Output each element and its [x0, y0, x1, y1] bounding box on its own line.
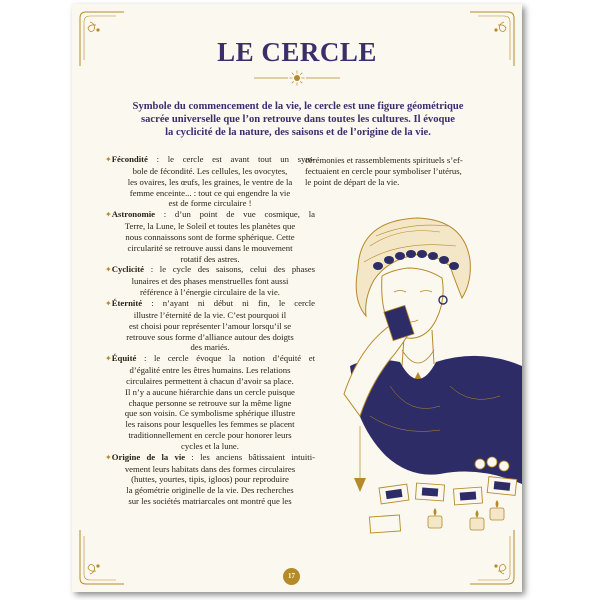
woman-with-tarot-cards-illustration	[330, 216, 522, 546]
star-bullet-icon: ✦	[105, 155, 112, 164]
line-text: chaque personne se retrouve sur la même ligne	[128, 397, 292, 408]
star-bullet-icon: ✦	[105, 298, 112, 308]
text-line	[105, 419, 315, 430]
sun-divider-icon	[252, 70, 342, 86]
star-bullet-icon: ✦	[105, 210, 112, 220]
text-line	[105, 430, 315, 441]
text-line: le point de départ de la vie.	[305, 176, 400, 187]
corner-ornament-icon	[76, 528, 126, 588]
text-line	[105, 464, 315, 475]
star-bullet-icon: ✦	[105, 452, 112, 462]
text-line	[105, 264, 315, 276]
line-text: sur les sociétés matriarcales ont montré que les	[128, 496, 292, 507]
page-number: 17	[283, 568, 300, 585]
text-line	[105, 298, 315, 310]
text-line: cérémonies et rassemblements spirituels s’ef-	[305, 155, 463, 165]
text-line	[105, 321, 315, 332]
text-line	[105, 243, 315, 254]
text-line	[105, 408, 315, 419]
text-line	[105, 177, 315, 188]
text-line	[105, 332, 315, 343]
intro-line: Symbole du commencement de la vie, le cercle est une figure géométrique	[132, 101, 464, 112]
line-text: vement leurs habitats dans des formes circulaires	[124, 463, 296, 474]
text-line	[105, 232, 315, 243]
line-text: femme enceinte... : tout ce qui engendre la vie	[129, 187, 291, 198]
text-line	[105, 154, 315, 166]
line-text: les ovaires, les œufs, les graines, le ventre de la	[127, 176, 293, 187]
bullet-keyword: Éternité	[111, 297, 143, 308]
line-text: nous connaissons sont de forme sphérique. Cette	[125, 231, 295, 242]
bullet-keyword: Cyclicité	[111, 264, 145, 275]
line-text: : d’un point de vue cosmique, la	[154, 209, 315, 220]
text-line	[105, 342, 315, 353]
line-text: des mariés.	[190, 342, 230, 353]
text-line	[105, 209, 315, 221]
line-text: lunaires et des phases menstruelles font aussi	[131, 276, 289, 287]
line-text: Terre, la Lune, le Soleil et toutes les planètes que	[124, 221, 296, 232]
text-line	[105, 221, 315, 232]
intro-line: la cyclicité de la nature, des saisons et de l’origine de la vie.	[165, 127, 431, 139]
line-text: circulaires permettent à chacun d’avoir sa place.	[126, 375, 294, 386]
text-line	[105, 198, 315, 209]
left-column-text	[105, 154, 315, 507]
text-line	[105, 452, 315, 464]
line-text: : les anciens bâtissaient intuiti-	[185, 451, 315, 462]
line-text: référence à l’énergie circulaire de la vie.	[140, 287, 280, 298]
bullet-keyword: Équité	[111, 353, 137, 364]
book-page	[72, 4, 522, 592]
text-line	[105, 387, 315, 398]
line-text: Il n’y a aucune hiérarchie dans un cercle puisque	[125, 386, 295, 397]
line-text: : le cercle évoque la notion d’équité et	[136, 353, 315, 364]
text-line	[105, 353, 315, 365]
bullet-keyword: Astronomie	[111, 209, 155, 220]
line-text: : le cycle des saisons, celui des phases	[144, 264, 315, 275]
text-line	[105, 287, 315, 298]
line-text: est choisi pour représenter l’amour lorsqu’il se	[128, 320, 292, 331]
text-line	[105, 485, 315, 496]
text-line	[105, 276, 315, 287]
line-text: circularité se retrouve aussi dans le mouvement	[127, 242, 293, 253]
intro-line: sacrée universelle que l’on retrouve dans toutes les cultures. Il évoque	[141, 114, 455, 126]
line-text: illustre l’éternité de la vie. C’est pourquoi il	[133, 309, 287, 320]
line-text: est de forme circulaire !	[168, 198, 252, 209]
text-line	[105, 376, 315, 387]
text-line: fectuaient en cercle pour symboliser l’utérus,	[305, 165, 462, 176]
intro-paragraph	[110, 100, 486, 140]
line-text: rotatif des astres.	[180, 253, 240, 264]
text-line	[105, 188, 315, 199]
text-line	[105, 398, 315, 409]
star-bullet-icon: ✦	[105, 265, 112, 275]
line-text: la géométrie originelle de la vie. Des recherches	[126, 485, 294, 496]
line-text: : n’ayant ni début ni fin, le cercle	[142, 297, 315, 308]
text-line	[105, 310, 315, 321]
line-text: : le cercle est avant tout un sym-	[147, 154, 315, 164]
text-line	[105, 474, 315, 485]
text-line	[105, 441, 315, 452]
line-text: cycles et la lune.	[181, 440, 239, 451]
star-bullet-icon: ✦	[105, 354, 112, 364]
line-text: (huttes, yourtes, tipis, igloos) pour reproduire	[131, 474, 289, 485]
line-text: traditionnellement en cercle pour honorer leurs	[128, 430, 292, 441]
line-text: d’égalité entre les êtres humains. Les relations	[129, 365, 291, 376]
text-line	[105, 254, 315, 265]
bullet-keyword: Origine de la vie	[111, 451, 186, 462]
right-column-text	[305, 155, 485, 188]
text-line	[105, 166, 315, 177]
line-text: que son voisin. Ce symbolisme sphérique illustre	[124, 408, 296, 419]
bullet-keyword: Fécondité	[111, 154, 148, 164]
text-line	[105, 496, 315, 507]
line-text: bole de fécondité. Les cellules, les ovocytes,	[132, 165, 288, 176]
text-line	[105, 365, 315, 376]
line-text: retrouve sous forme d’alliance autour des doigts	[126, 331, 294, 342]
page-title: LE CERCLE	[217, 37, 377, 67]
line-text: les raisons pour lesquelles les femmes se placent	[125, 419, 295, 430]
